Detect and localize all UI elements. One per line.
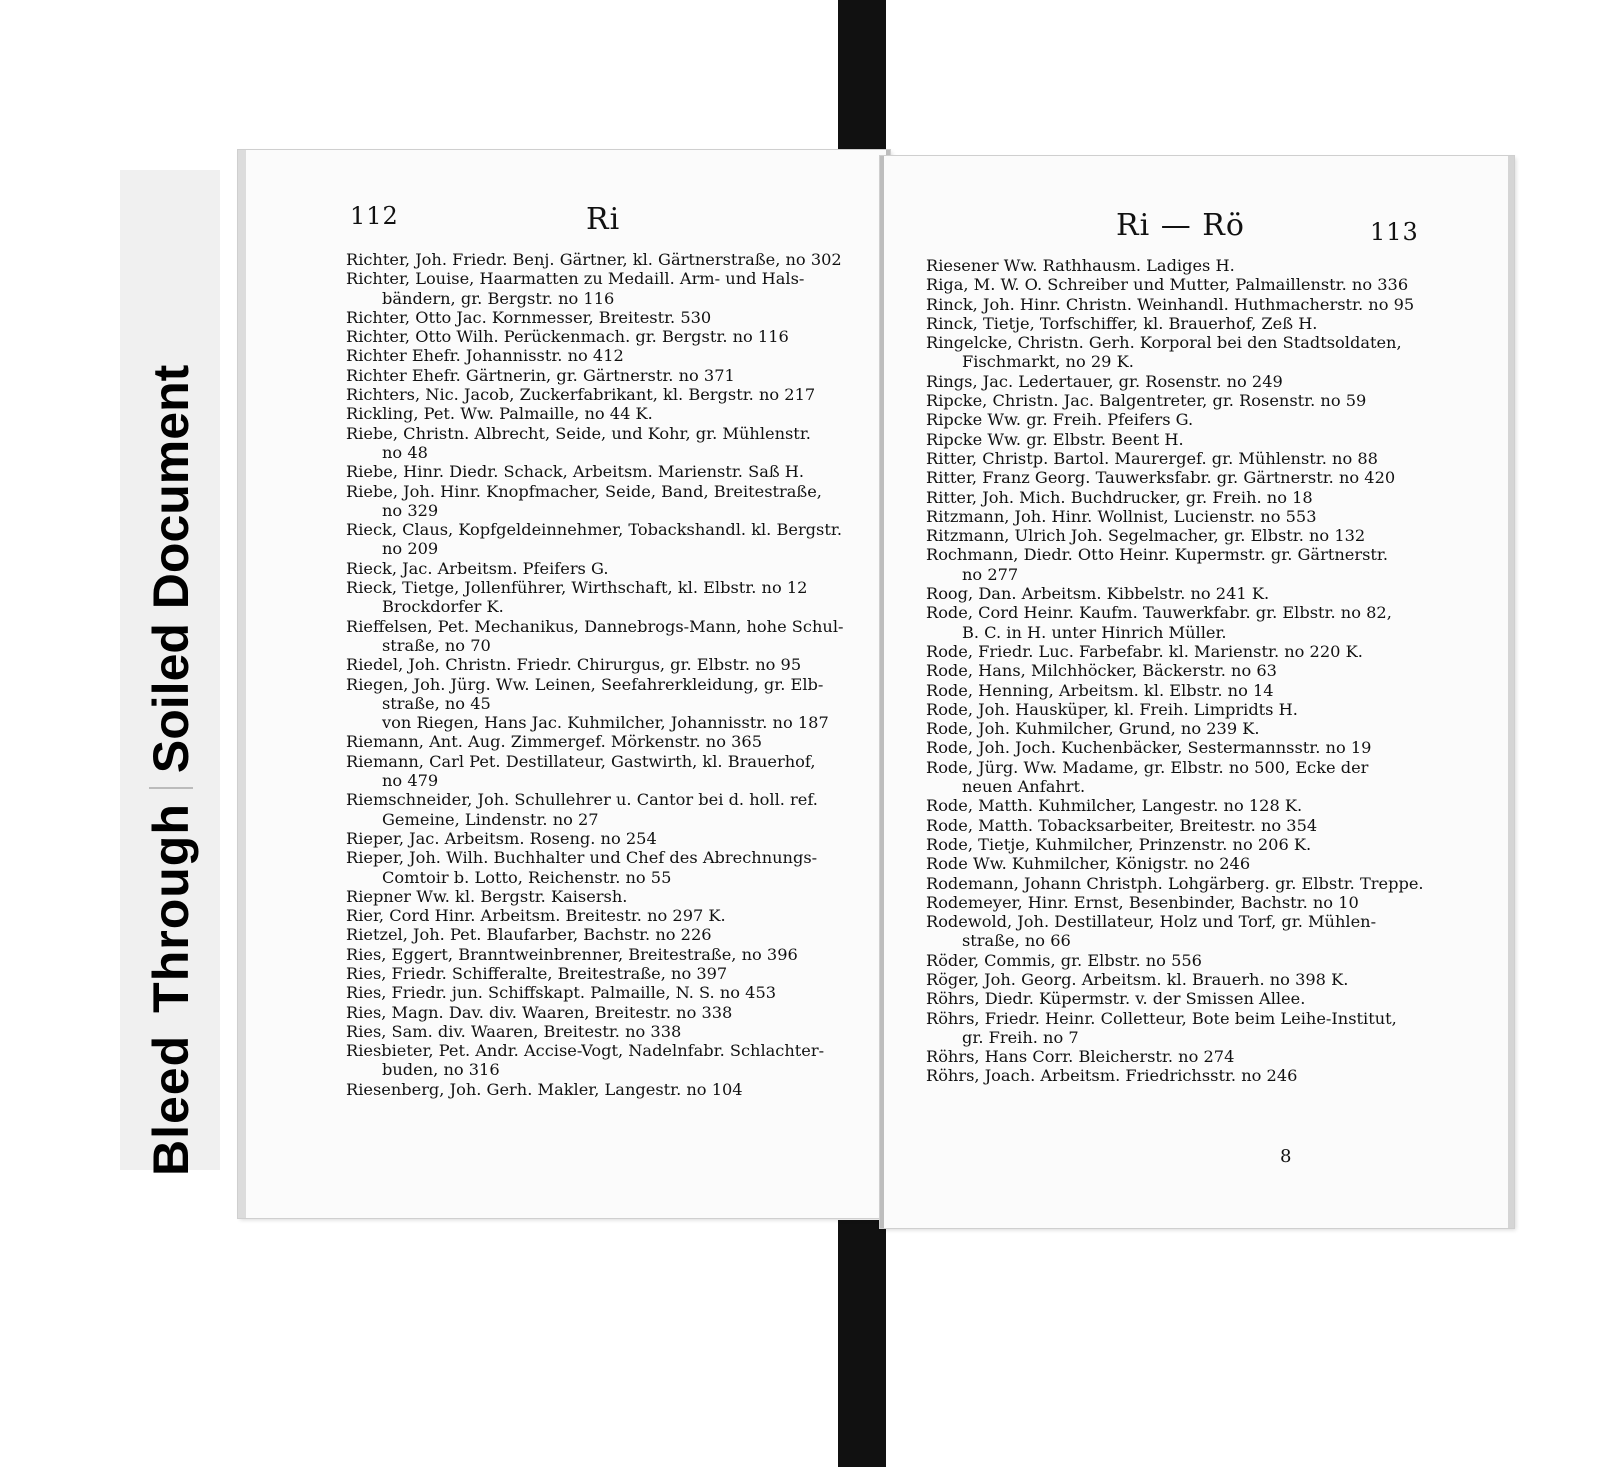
- directory-entry: bändern, gr. Bergstr. no 116: [382, 288, 615, 308]
- directory-entry: Ripcke, Christn. Jac. Balgentreter, gr. Rosenstr. no 59: [926, 391, 1367, 411]
- directory-entry: Rieck, Claus, Kopfgeldeinnehmer, Tobackshandl. kl. Bergstr.: [346, 520, 842, 540]
- directory-entry: Richter Ehefr. Gärtnerin, gr. Gärtnerstr. no 371: [346, 365, 735, 385]
- label-bleed: Bleed: [143, 1034, 199, 1176]
- directory-entry: straße, no 66: [962, 931, 1071, 951]
- directory-entry: Röhrs, Hans Corr. Bleicherstr. no 274: [926, 1047, 1235, 1067]
- directory-entry: Ries, Friedr. jun. Schiffskapt. Palmaille, N. S. no 453: [346, 983, 777, 1003]
- directory-entry: Ringelcke, Christn. Gerh. Korporal bei den Stadtsoldaten,: [926, 333, 1402, 353]
- page-title-right: Ri — Rö: [1116, 208, 1245, 243]
- directory-entry: Röger, Joh. Georg. Arbeitsm. kl. Brauerh. no 398 K.: [926, 969, 1349, 989]
- directory-entry: Riemann, Carl Pet. Destillateur, Gastwirth, kl. Brauerhof,: [346, 751, 816, 771]
- directory-entry: Rieffelsen, Pet. Mechanikus, Dannebrogs-Mann, hohe Schul-: [346, 616, 844, 636]
- directory-entry: Ries, Sam. div. Waaren, Breitestr. no 338: [346, 1021, 682, 1041]
- directory-entry: Rieper, Joh. Wilh. Buchhalter und Chef des Abrechnungs-: [346, 848, 818, 868]
- directory-entry: Rietzel, Joh. Pet. Blaufarber, Bachstr. no 226: [346, 925, 712, 945]
- directory-entry: Rier, Cord Hinr. Arbeitsm. Breitestr. no 297 K.: [346, 906, 726, 926]
- directory-entry: Fischmarkt, no 29 K.: [962, 352, 1134, 372]
- directory-entry: Rode, Hans, Milchhöcker, Bäckerstr. no 63: [926, 661, 1277, 681]
- directory-entry: Rieck, Tietge, Jollenführer, Wirthschaft, kl. Elbstr. no 12: [346, 578, 808, 598]
- left-page: [238, 150, 890, 1218]
- directory-entry: Rode, Joh. Joch. Kuchenbäcker, Sestermannsstr. no 19: [926, 738, 1372, 758]
- directory-list-right: [926, 256, 1486, 1086]
- directory-entry: Richter, Otto Jac. Kornmesser, Breitestr. 530: [346, 307, 712, 327]
- directory-entry: Riepner Ww. kl. Bergstr. Kaisersh.: [346, 886, 628, 906]
- directory-entry: no 277: [962, 564, 1019, 584]
- directory-entry: Richter, Otto Wilh. Perückenmach. gr. Bergstr. no 116: [346, 327, 789, 347]
- directory-entry: Rinck, Joh. Hinr. Christn. Weinhandl. Huthmacherstr. no 95: [926, 294, 1415, 314]
- directory-entry: Riegen, Joh. Jürg. Ww. Leinen, Seefahrerkleidung, gr. Elb-: [346, 674, 824, 694]
- directory-entry: Rodemann, Johann Christph. Lohgärberg. gr. Elbstr. Treppe.: [926, 873, 1424, 893]
- directory-entry: Ries, Friedr. Schifferalte, Breitestraße, no 397: [346, 963, 728, 983]
- directory-entry: Rode, Matth. Kuhmilcher, Langestr. no 128 K.: [926, 796, 1303, 816]
- directory-entry: Riesener Ww. Rathhausm. Ladiges H.: [926, 256, 1235, 275]
- directory-entry: Rode, Jürg. Ww. Madame, gr. Elbstr. no 500, Ecke der: [926, 757, 1369, 777]
- directory-entry: Rode, Friedr. Luc. Farbefabr. kl. Marienstr. no 220 K.: [926, 641, 1363, 661]
- directory-entry: Roog, Dan. Arbeitsm. Kibbelstr. no 241 K.: [926, 584, 1270, 604]
- directory-entry: Riesbieter, Pet. Andr. Accise-Vogt, Nadelnfabr. Schlachter-: [346, 1041, 825, 1061]
- directory-entry: no 48: [382, 442, 428, 462]
- directory-entry: B. C. in H. unter Hinrich Müller.: [962, 622, 1227, 642]
- directory-entry: Riga, M. W. O. Schreiber und Mutter, Palmaillenstr. no 336: [926, 275, 1409, 295]
- label-divider: [149, 787, 193, 789]
- directory-entry: Riedel, Joh. Christn. Friedr. Chirurgus, gr. Elbstr. no 95: [346, 655, 802, 675]
- directory-entry: Ritter, Joh. Mich. Buchdrucker, gr. Freih. no 18: [926, 487, 1313, 507]
- directory-entry: Richters, Nic. Jacob, Zuckerfabrikant, kl. Bergstr. no 217: [346, 385, 816, 405]
- directory-entry: Rinck, Tietje, Torfschiffer, kl. Brauerhof, Zeß H.: [926, 313, 1318, 333]
- directory-entry: Brockdorfer K.: [382, 597, 504, 617]
- spine-bar-bottom: [838, 1220, 886, 1467]
- right-page: [880, 156, 1514, 1228]
- directory-entry: Ripcke Ww. gr. Freih. Pfeifers G.: [926, 410, 1194, 430]
- directory-entry: Rochmann, Diedr. Otto Heinr. Kupermstr. gr. Gärtnerstr.: [926, 545, 1388, 565]
- directory-entry: Riesenberg, Joh. Gerh. Makler, Langestr. no 104: [346, 1079, 743, 1099]
- directory-entry: Rode, Joh. Kuhmilcher, Grund, no 239 K.: [926, 719, 1260, 739]
- directory-entry: straße, no 70: [382, 635, 491, 655]
- directory-entry: Riemschneider, Joh. Schullehrer u. Cantor bei d. holl. ref.: [346, 790, 818, 810]
- directory-entry: no 329: [382, 500, 439, 520]
- directory-entry: no 209: [382, 539, 439, 559]
- spine-bar-top: [838, 0, 886, 160]
- directory-entry: straße, no 45: [382, 693, 491, 713]
- directory-entry: Rickling, Pet. Ww. Palmaille, no 44 K.: [346, 404, 653, 424]
- directory-entry: Ripcke Ww. gr. Elbstr. Beent H.: [926, 429, 1184, 449]
- directory-entry: Rodemeyer, Hinr. Ernst, Besenbinder, Bachstr. no 10: [926, 892, 1359, 912]
- directory-entry: von Riegen, Hans Jac. Kuhmilcher, Johannisstr. no 187: [382, 713, 829, 733]
- directory-entry: Ritzmann, Ulrich Joh. Segelmacher, gr. Elbstr. no 132: [926, 526, 1366, 546]
- directory-entry: Rode, Cord Heinr. Kaufm. Tauwerkfabr. gr. Elbstr. no 82,: [926, 603, 1392, 623]
- directory-list-left: [346, 250, 866, 1099]
- directory-entry: Rodewold, Joh. Destillateur, Holz und Torf, gr. Mühlen-: [926, 912, 1377, 932]
- directory-entry: Röhrs, Diedr. Küpermstr. v. der Smissen Allee.: [926, 989, 1306, 1009]
- directory-entry: Röhrs, Friedr. Heinr. Colletteur, Bote beim Leihe-Institut,: [926, 1008, 1397, 1028]
- directory-entry: buden, no 316: [382, 1060, 500, 1080]
- directory-entry: Ries, Magn. Dav. div. Waaren, Breitestr. no 338: [346, 1002, 733, 1022]
- directory-entry: Rode, Henning, Arbeitsm. kl. Elbstr. no 14: [926, 680, 1274, 700]
- page-title-left: Ri: [586, 202, 621, 237]
- directory-entry: Ries, Eggert, Branntweinbrenner, Breitestraße, no 396: [346, 944, 798, 964]
- label-through: Through: [143, 803, 199, 1013]
- directory-entry: Richter Ehefr. Johannisstr. no 412: [346, 346, 624, 366]
- page-number-right: 113: [1370, 218, 1419, 246]
- directory-entry: Rode, Tietje, Kuhmilcher, Prinzenstr. no 206 K.: [926, 834, 1312, 854]
- directory-entry: neuen Anfahrt.: [962, 777, 1086, 797]
- directory-entry: Rings, Jac. Ledertauer, gr. Rosenstr. no 249: [926, 371, 1283, 391]
- directory-entry: Rieper, Jac. Arbeitsm. Roseng. no 254: [346, 828, 657, 848]
- directory-entry: Ritzmann, Joh. Hinr. Wollnist, Lucienstr. no 553: [926, 506, 1317, 526]
- side-label: [142, 365, 200, 1176]
- directory-entry: gr. Freih. no 7: [962, 1027, 1079, 1047]
- directory-entry: Comtoir b. Lotto, Reichenstr. no 55: [382, 867, 672, 887]
- directory-entry: Rieck, Jac. Arbeitsm. Pfeifers G.: [346, 558, 609, 578]
- directory-entry: Röder, Commis, gr. Elbstr. no 556: [926, 950, 1202, 970]
- directory-entry: Rode, Matth. Tobacksarbeiter, Breitestr. no 354: [926, 815, 1318, 835]
- directory-entry: Richter, Joh. Friedr. Benj. Gärtner, kl. Gärtnerstraße, no 302: [346, 250, 842, 269]
- directory-entry: Rode Ww. Kuhmilcher, Königstr. no 246: [926, 854, 1251, 874]
- directory-entry: Röhrs, Joach. Arbeitsm. Friedrichsstr. no 246: [926, 1066, 1298, 1086]
- directory-entry: Ritter, Franz Georg. Tauwerksfabr. gr. Gärtnerstr. no 420: [926, 468, 1396, 488]
- directory-entry: Gemeine, Lindenstr. no 27: [382, 809, 599, 829]
- page-signature: 8: [1280, 1146, 1292, 1167]
- directory-entry: Richter, Louise, Haarmatten zu Medaill. Arm- und Hals-: [346, 269, 805, 289]
- directory-entry: Riebe, Joh. Hinr. Knopfmacher, Seide, Band, Breitestraße,: [346, 481, 822, 501]
- directory-entry: Ritter, Christp. Bartol. Maurergef. gr. Mühlenstr. no 88: [926, 448, 1378, 468]
- directory-entry: no 479: [382, 771, 439, 791]
- directory-entry: Rode, Joh. Hausküper, kl. Freih. Limpridts H.: [926, 699, 1298, 719]
- directory-entry: Riebe, Christn. Albrecht, Seide, und Kohr, gr. Mühlenstr.: [346, 423, 811, 443]
- page-number-left: 112: [350, 202, 399, 230]
- directory-entry: Riemann, Ant. Aug. Zimmergef. Mörkenstr. no 365: [346, 732, 763, 752]
- label-soiled-document: Soiled Document: [143, 364, 199, 774]
- directory-entry: Riebe, Hinr. Diedr. Schack, Arbeitsm. Marienstr. Saß H.: [346, 462, 805, 482]
